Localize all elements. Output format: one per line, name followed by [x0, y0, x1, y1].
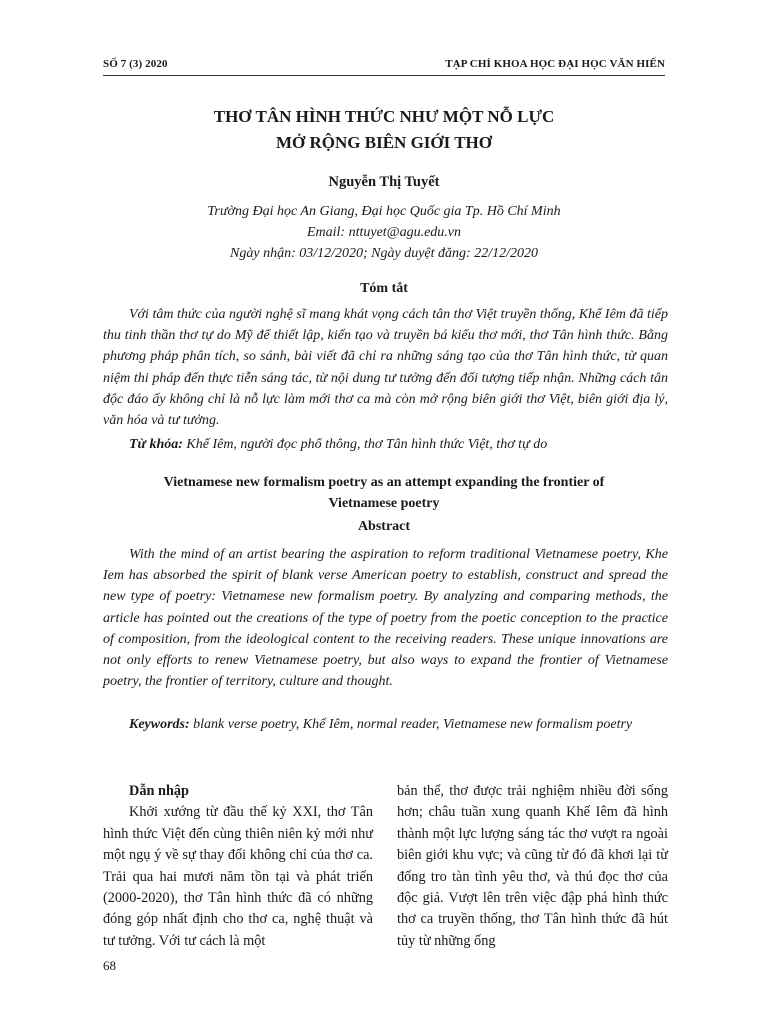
- author-name: Nguyễn Thị Tuyết: [328, 174, 440, 190]
- title-line-1: THƠ TÂN HÌNH THỨC NHƯ MỘT NỖ LỰC: [213, 107, 555, 126]
- page-number: 68: [103, 958, 116, 973]
- keywords-vi: [103, 434, 668, 455]
- intro-paragraph-left: Khởi xướng từ đầu thế kỷ XXI, thơ Tân hình thức Việt đến cùng thiên niên kỷ mới như một ngụ ý về sự thay đổi không chỉ của thơ ca. Trải qua hai mươi năm tồn tại và phát triển (2000-2020), thơ Tân hình thức đã có những đóng góp nhất định cho thơ ca, nghệ thuật và tư tưởng. Với tư cách là một: [103, 804, 373, 949]
- abstract-en-text: With the mind of an artist bearing the aspiration to reform traditional Vietnamese poetry, Khe Iem has absorbed the spirit of blank verse American poetry to establish, construct and spread the new type of poetry: Vietnamese new formalism poetry. By analyzing and comparing methods, the article has pointed out the creations of the type of poetry from the poetic conception to the practice of composition, from the ideological content to the receiving readers. These unique innovations are not only efforts to renew Vietnamese poetry, but also ways to expand the frontier of Vietnamese poetry, the frontier of territory, culture and thought.: [103, 547, 668, 690]
- abstract-en-heading: Abstract: [357, 519, 411, 534]
- english-title-line-2: Vietnamese poetry: [328, 496, 440, 511]
- intro-paragraph-right: bản thể, thơ được trải nghiệm nhiều đời sống hơn; châu tuần xung quanh Khế Iêm đã hình thành một lực lượng sáng tác thơ vượt ra ngoài biên giới khu vực; và cũng từ đó đã khơi lại từ đống tro tàn tình yêu thơ, và thú đọc thơ của độc giả. Vượt lên trên việc đập phá hình thức thơ ca truyền thống, thơ Tân hình thức đã hút tủy từ những ống: [397, 783, 668, 949]
- submission-dates: Ngày nhận: 03/12/2020; Ngày duyệt đăng: 22/12/2020: [230, 246, 538, 261]
- article-title: [100, 104, 668, 156]
- body-column-left: [103, 781, 373, 952]
- english-title-line-1: Vietnamese new formalism poetry as an attempt expanding the frontier of: [163, 475, 605, 490]
- email: Email: nttuyet@agu.edu.vn: [306, 225, 461, 240]
- keywords-en: [103, 714, 668, 735]
- running-header: [103, 58, 665, 70]
- journal-name: TẠP CHÍ KHOA HỌC ĐẠI HỌC VĂN HIẾN: [445, 58, 665, 70]
- keywords-en-value: blank verse poetry, Khế Iêm, normal reader, Vietnamese new formalism poetry: [193, 717, 633, 732]
- intro-heading: Dẫn nhập: [129, 783, 190, 799]
- journal-issue: SỐ 7 (3) 2020: [103, 58, 168, 70]
- keywords-vi-value: Khế Iêm, người đọc phổ thông, thơ Tân hình thức Việt, thơ tự do: [186, 437, 548, 452]
- abstract-vi-text: Với tâm thức của người nghệ sĩ mang khát vọng cách tân thơ Việt truyền thống, Khế Iêm đã tiếp thu tinh thần thơ tự do Mỹ để thiết lập, kiến tạo và truyền bá kiểu thơ mới, thơ Tân hình thức. Bằng phương pháp phân tích, so sánh, bài viết đã chỉ ra những sáng tạo của thơ Tân hình thức, từ quan niệm thi pháp đến thực tiễn sáng tác, từ nội dung tư tưởng đến đối tượng tiếp nhận. Những cách tân độc đáo ấy không chỉ là nỗ lực làm mới thơ ca mà còn mở rộng biên giới thơ Việt, biên giới địa lý, văn hóa và tư tưởng.: [103, 307, 668, 429]
- keywords-en-label: Keywords:: [129, 717, 190, 732]
- header-rule: [103, 75, 665, 76]
- body-column-right: [397, 781, 668, 952]
- keywords-vi-label: Từ khóa:: [129, 437, 183, 452]
- author-info: [100, 201, 668, 264]
- abstract-vi-heading: Tóm tắt: [360, 281, 408, 296]
- title-line-2: MỞ RỘNG BIÊN GIỚI THƠ: [276, 133, 492, 152]
- affiliation: Trường Đại học An Giang, Đại học Quốc gia Tp. Hồ Chí Minh: [207, 204, 561, 219]
- english-title: [120, 472, 648, 514]
